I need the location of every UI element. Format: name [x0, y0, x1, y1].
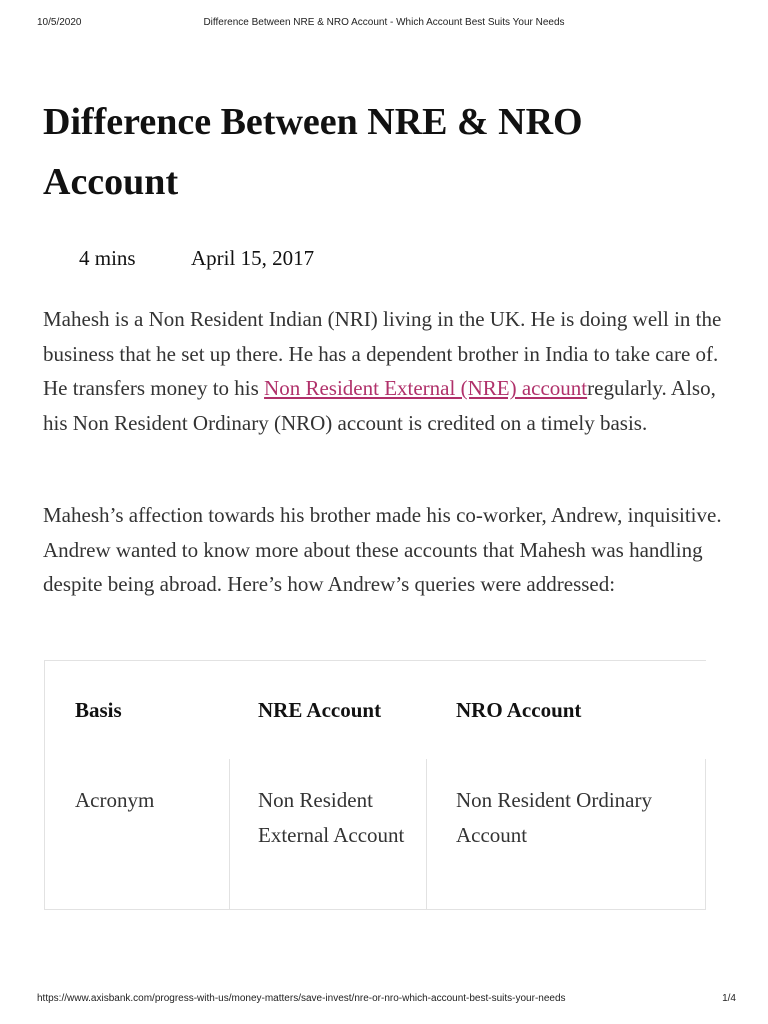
- column-divider: [705, 759, 706, 909]
- column-divider: [426, 759, 427, 909]
- page-url: https://www.axisbank.com/progress-with-us/money-matters/save-invest/nre-or-nro-which-account-best-suits-your-needs: [37, 993, 566, 1004]
- publish-date: April 15, 2017: [191, 246, 315, 270]
- comparison-table: [44, 660, 706, 910]
- print-document-title: Difference Between NRE & NRO Account - Which Account Best Suits Your Needs: [203, 17, 565, 28]
- nre-account-link[interactable]: Non Resident External (NRE) account: [264, 376, 588, 400]
- print-footer: [0, 993, 768, 1007]
- page-number: 1/4: [722, 993, 736, 1004]
- read-time: 4 mins: [79, 246, 136, 270]
- table-cell-nro: Non Resident Ordinary Account: [456, 788, 652, 847]
- intro-text-after-link: regularly. Also, his Non Resident Ordinary (NRO) account is credited on a timely basis.: [43, 376, 716, 435]
- intro-paragraph: [43, 302, 723, 440]
- intro-text-before-link: Mahesh is a Non Resident Indian (NRI) living in the UK. He is doing well in the business that he set up there. He has a dependent brother in India to take care of. He transfers money to his: [43, 307, 722, 400]
- print-header: [0, 17, 768, 31]
- second-paragraph: Mahesh’s affection towards his brother made his co-worker, Andrew, inquisitive. Andrew wanted to know more about these accounts that Mahesh was handling despite being abroad. Here’s how Andrew’s queries were addressed:: [43, 503, 722, 596]
- table-cell-nre: Non Resident External Account: [258, 788, 405, 847]
- table-cell-basis: Acronym: [75, 788, 155, 812]
- print-date: 10/5/2020: [37, 17, 82, 28]
- table-header-nro: NRO Account: [456, 698, 582, 722]
- article-title: Difference Between NRE & NRO Account: [43, 101, 583, 203]
- table-header-nre: NRE Account: [258, 698, 382, 722]
- column-divider: [229, 759, 230, 909]
- article-meta: [0, 243, 768, 273]
- table-header-basis: Basis: [75, 698, 122, 722]
